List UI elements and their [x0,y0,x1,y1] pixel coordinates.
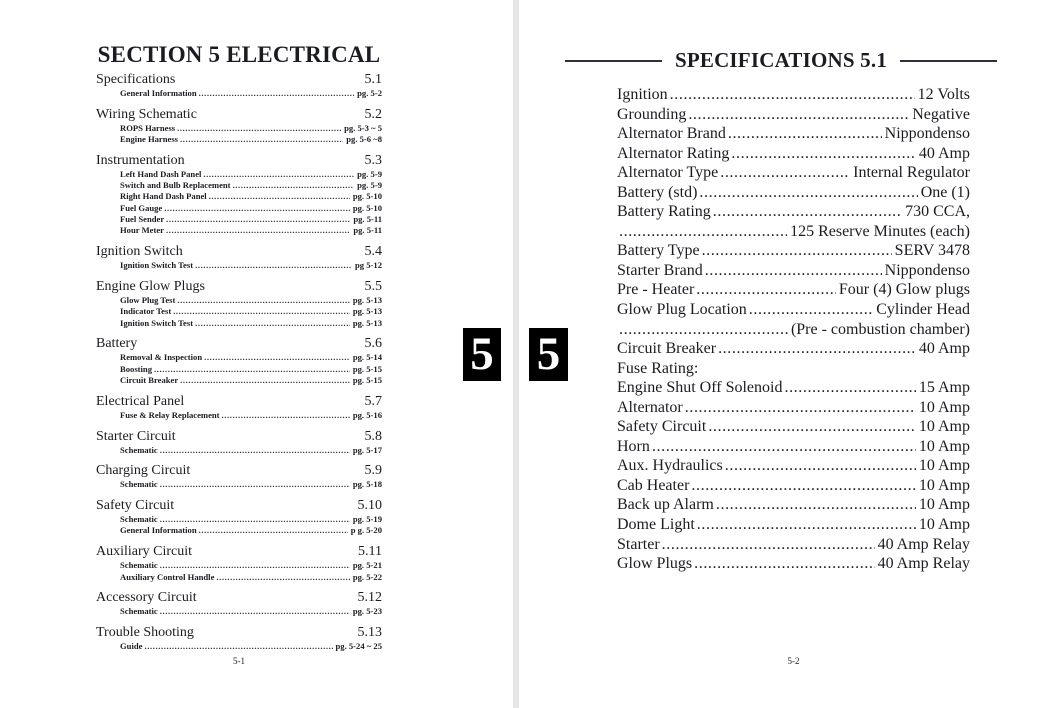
page-number-right: 5-2 [787,656,800,666]
spec-row [617,280,970,300]
toc-item-label: General Information [120,88,197,98]
spec-value: Cylinder Head [876,301,970,319]
spec-row [617,85,970,105]
toc-item-page: p g. 5-20 [350,525,382,536]
dotted-leader [199,88,355,99]
toc-item-page: pg. 5-13 [352,306,382,317]
dotted-leader [705,261,882,281]
dotted-leader [716,495,916,515]
toc-item-page: pg. 5-9 [357,168,382,179]
dotted-leader [697,515,916,535]
spec-label: Horn [617,437,650,455]
toc-section-number: 5.8 [364,428,382,444]
toc-item [96,180,382,191]
dotted-leader [691,476,915,496]
toc-section-head [96,625,382,640]
spec-value: One (1) [920,183,970,201]
toc-section-number: 5.10 [357,498,382,514]
specs-heading [565,48,997,73]
dotted-leader [784,378,915,398]
dotted-leader [180,134,343,145]
spec-value: Four (4) Glow plugs [838,281,970,299]
spec-row [617,398,970,418]
toc-item [96,169,382,180]
dotted-leader [160,514,350,525]
spec-label: Cab Heater [617,476,690,494]
spec-row [617,183,970,203]
dotted-leader [222,410,350,421]
toc-item-page: pg. 5-11 [353,225,382,236]
spec-value: 40 Amp Relay [877,555,970,573]
dotted-leader [670,85,915,105]
toc-section [96,498,382,537]
dotted-leader [720,163,850,183]
toc-section-head [96,244,382,259]
spec-row [617,339,970,359]
toc-item-label: Fuse & Relay Replacement [120,409,220,420]
toc-item [96,306,382,317]
toc-item-label: Ignition Switch Test [120,317,194,328]
spec-value: SERV 3478 [894,242,970,260]
toc-section-title: Auxiliary Circuit [96,544,193,560]
toc-item-page: pg. 5-18 [352,479,382,490]
toc-section-head [96,544,382,559]
toc-item-page: pg. 5-21 [352,560,382,571]
toc-section [96,590,382,617]
spec-row [617,476,970,496]
dotted-leader [708,417,916,437]
toc-section-title: Engine Glow Plugs [96,278,205,294]
heading-rule-left [565,60,662,62]
toc-section-number: 5.13 [357,625,382,641]
spec-row [617,495,970,515]
spec-value: 10 Amp [918,398,970,416]
spec-row [617,124,970,144]
dotted-leader [160,560,350,571]
spec-label: Circuit Breaker [617,340,717,358]
toc-item [96,445,382,456]
toc-item [96,606,382,617]
dotted-leader [195,260,352,271]
toc-item-page: pg. 5-10 [352,202,382,213]
toc-item-page: pg. 5-23 [352,606,382,617]
dotted-leader [203,169,354,180]
toc-item [96,572,382,583]
spec-label: Battery (std) [617,183,698,201]
toc-section-head [96,336,382,351]
toc-item-page: pg. 5-2 [357,88,382,98]
spec-value: Internal Regulator [853,164,970,182]
dotted-leader [209,191,350,202]
spec-label: Aux. Hydraulics [617,457,723,475]
toc-item-label: Right Hand Dash Panel [120,191,207,202]
toc-section-number: 5.2 [364,106,382,122]
dotted-leader [204,352,350,363]
spec-label: Grounding [617,105,687,123]
toc-item-label: Left Hand Dash Panel [120,168,202,179]
spec-value: 10 Amp [918,437,970,455]
toc-item-page: pg. 5-15 [352,374,382,385]
spec-row [617,144,970,164]
toc-item-page: pg. 5-13 [352,294,382,305]
dotted-leader [699,183,917,203]
toc-item-label: Guide [120,641,143,652]
toc-section [96,625,382,652]
spec-row [617,222,970,242]
dotted-leader [173,306,350,317]
spec-label: Starter [617,535,660,553]
spec-value: 125 Reserve Minutes (each) [790,222,970,240]
toc-item [96,225,382,236]
dotted-leader [195,318,350,329]
toc-section [96,72,382,99]
spec-label: Battery Rating [617,203,711,221]
dotted-leader [619,320,788,340]
toc-item-page: pg. 5-13 [352,317,382,328]
toc-item-label: Schematic [120,444,158,455]
toc-item [96,318,382,329]
spec-row [617,515,970,535]
spec-row [617,300,970,320]
spec-label: Starter Brand [617,261,703,279]
toc-item-page: pg. 5-3 ~ 5 [344,122,382,133]
toc-item-label: Auxiliary Control Handle [120,571,215,582]
spec-value: 15 Amp [918,379,970,397]
toc-item-page: pg 5-12 [355,260,382,271]
page-gutter [513,0,519,708]
toc-item-label: General Information [120,525,197,536]
toc-section [96,107,382,146]
dotted-leader [652,437,916,457]
spec-row [617,456,970,476]
spec-value: 10 Amp [918,457,970,475]
dotted-leader [702,241,892,261]
toc-item-page: pg. 5-6 ~8 [346,134,382,145]
toc-section-title: Starter Circuit [96,428,176,444]
spec-row [617,437,970,457]
dotted-leader [164,203,350,214]
spec-value: Nippondenso [884,261,970,279]
spec-row [617,241,970,261]
toc-section-number: 5.7 [364,393,382,409]
toc-section-head [96,429,382,444]
toc-item-page: pg. 5-19 [352,514,382,525]
toc-item-label: Schematic [120,514,158,525]
spec-value: 10 Amp [918,476,970,494]
toc-section-title: Safety Circuit [96,498,175,514]
spec-label: Battery Type [617,242,700,260]
dotted-leader [725,456,916,476]
spec-row [617,535,970,555]
specs-title: SPECIFICATIONS 5.1 [674,48,888,72]
page-number-left: 5-1 [233,656,245,666]
toc-item [96,560,382,571]
section-tab-right [529,328,568,381]
toc-item [96,352,382,363]
toc-section [96,244,382,271]
toc-item-page: pg. 5-22 [352,571,382,582]
toc-section-head [96,463,382,478]
spec-row [617,105,970,125]
spec-label: Fuse Rating: [617,359,699,377]
toc-section [96,429,382,456]
spec-label: Engine Shut Off Solenoid [617,379,783,397]
toc-item [96,88,382,99]
toc-item-page: pg. 5-10 [352,191,382,202]
spec-row [617,202,970,222]
toc-item [96,479,382,490]
toc-section-number: 5.4 [364,244,382,260]
toc-section-number: 5.6 [364,336,382,352]
dotted-leader [694,554,874,574]
toc-item [96,214,382,225]
toc-item-label: Schematic [120,606,158,617]
section-tab-left [463,328,501,381]
toc-section-head [96,394,382,409]
toc-section-number: 5.11 [358,544,382,560]
spec-label: Glow Plug Location [617,301,747,319]
toc-section-number: 5.3 [364,152,382,168]
toc-section-title: Battery [96,336,138,352]
toc-section [96,153,382,237]
toc-item [96,641,382,652]
toc-item-page: pg. 5-9 [357,180,382,191]
dotted-leader [199,525,348,536]
toc-item-label: Schematic [120,560,158,571]
heading-rule-right [900,60,997,62]
spec-value: 730 CCA, [905,203,970,221]
dotted-leader [728,124,882,144]
dotted-leader [696,280,836,300]
dotted-leader [166,225,350,236]
toc-item-label: Removal & Inspection [120,352,203,363]
spec-value: Nippondenso [884,125,970,143]
toc-section-title: Electrical Panel [96,393,185,409]
toc-item [96,514,382,525]
toc-section-head [96,590,382,605]
spec-value: 40 Amp Relay [877,535,970,553]
page-toc [96,42,382,660]
toc-section-title: Trouble Shooting [96,625,194,641]
dotted-leader [662,535,875,555]
toc-page-title: SECTION 5 ELECTRICAL [97,42,381,67]
toc-section-number: 5.1 [364,72,382,87]
toc-item-label: Hour Meter [120,225,164,236]
toc-item-page: pg. 5-11 [353,214,382,225]
toc-section-head [96,279,382,294]
spec-label: Alternator Brand [617,125,726,143]
dotted-leader [180,375,350,386]
toc-section-number: 5.5 [364,278,382,294]
toc-item-label: Switch and Bulb Replacement [120,180,231,191]
dotted-leader [177,295,349,306]
spec-label: Glow Plugs [617,555,693,573]
spec-label: Ignition [617,86,668,103]
toc-item [96,123,382,134]
toc-item-label: Schematic [120,479,158,490]
toc-item-page: pg. 5-16 [352,409,382,420]
spec-label: Alternator Rating [617,144,730,162]
toc-section [96,394,382,421]
section-tab-number: 5 [536,328,561,380]
dotted-leader [160,479,350,490]
spec-row [617,261,970,281]
toc-section [96,279,382,329]
toc-section-number: 5.9 [364,463,382,479]
toc-section-head [96,72,382,87]
toc-item-label: Ignition Switch Test [120,260,194,271]
toc-section-title: Instrumentation [96,152,185,168]
spec-value: 12 Volts [917,86,970,103]
dotted-leader [685,398,916,418]
spec-label: Safety Circuit [617,418,707,436]
toc-item [96,203,382,214]
toc-item-page: pg. 5-24 ~ 25 [335,641,382,652]
dotted-leader [166,214,350,225]
toc-item-page: pg. 5-15 [352,363,382,374]
toc-item-label: Circuit Breaker [120,374,179,385]
spec-value: 40 Amp [918,340,970,358]
toc-item-page: pg. 5-17 [352,444,382,455]
spec-value: (Pre - combustion chamber) [790,320,970,338]
toc-item-page: pg. 5-14 [352,352,382,363]
toc-section-head [96,107,382,122]
dotted-leader [619,222,787,242]
toc-item [96,525,382,536]
spec-label: Dome Light [617,516,695,534]
dotted-leader [233,180,355,191]
spec-row [617,320,970,340]
spec-label: Alternator [617,398,683,416]
toc-item [96,410,382,421]
spec-value: 10 Amp [918,418,970,436]
toc-item-label: Glow Plug Test [120,294,176,305]
toc-item [96,260,382,271]
spec-row [617,417,970,437]
dotted-leader [688,105,909,125]
dotted-leader [160,606,350,617]
toc-item [96,191,382,202]
dotted-leader [731,144,915,164]
toc-section [96,544,382,583]
dotted-leader [749,300,873,320]
toc-item-label: Fuel Sender [120,214,165,225]
specs-list [617,85,970,574]
toc-item [96,375,382,386]
spec-row [617,378,970,398]
spec-value: 40 Amp [918,144,970,162]
toc-section [96,463,382,490]
spec-value: Negative [912,105,970,123]
toc-section-head [96,498,382,513]
toc-section-title: Ignition Switch [96,244,183,260]
toc-item-label: Boosting [120,363,152,374]
toc-item [96,134,382,145]
toc-item-label: ROPS Harness [120,122,176,133]
toc-section-title: Charging Circuit [96,463,191,479]
dotted-leader [713,202,902,222]
toc-section-title: Wiring Schematic [96,106,197,122]
toc-item-label: Engine Harness [120,134,179,145]
section-tab-number: 5 [470,328,494,380]
spec-label: Back up Alarm [617,496,714,514]
spec-label: Alternator Type [617,164,719,182]
toc-item [96,295,382,306]
toc-item [96,364,382,375]
toc-section-number: 5.12 [357,590,382,606]
dotted-leader [154,364,350,375]
dotted-leader [718,339,916,359]
toc-section-head [96,153,382,168]
dotted-leader [216,572,349,583]
toc-section-title: Specifications [96,72,176,87]
toc-section [96,336,382,386]
spec-row [617,554,970,574]
spec-value: 10 Amp [918,516,970,534]
toc-item-label: Fuel Gauge [120,202,163,213]
toc-item-label: Indicator Test [120,306,172,317]
spec-label: Pre - Heater [617,281,695,299]
dotted-leader [144,641,332,652]
toc-list [96,72,382,652]
dotted-leader [177,123,341,134]
spec-value: 10 Amp [918,496,970,514]
spec-row [617,163,970,183]
toc-section-title: Accessory Circuit [96,590,197,606]
dotted-leader [160,445,350,456]
spec-row [617,359,970,379]
